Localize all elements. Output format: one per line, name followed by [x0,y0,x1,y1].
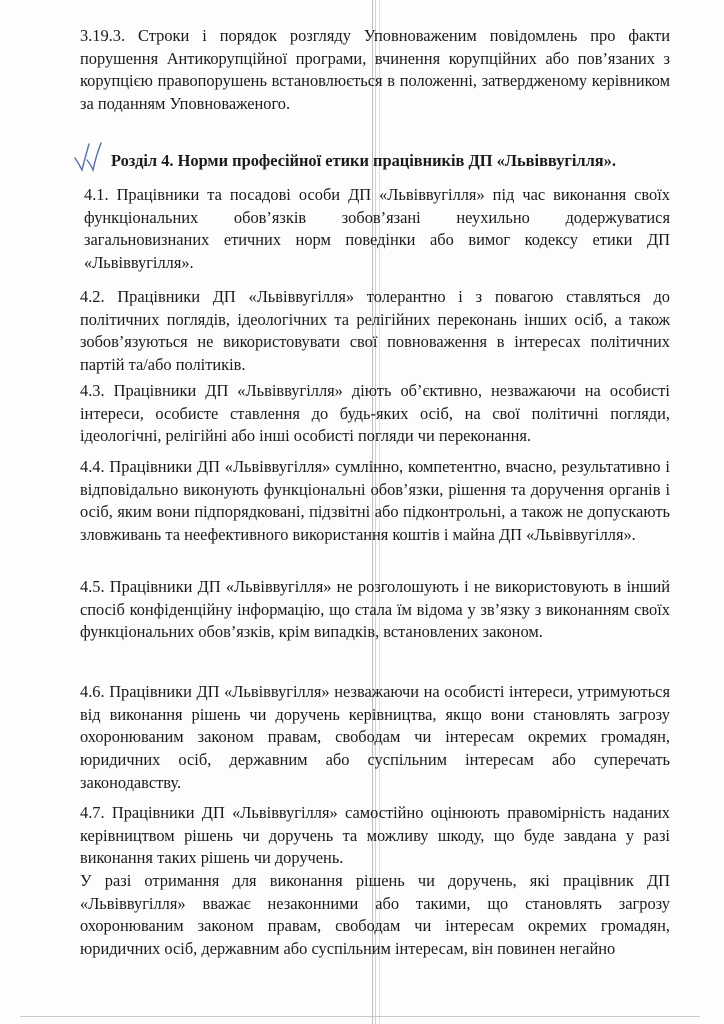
paragraph-4-1: 4.1. Працівники та посадові особи ДП «Львіввугілля» під час виконання своїх функціональних обов’язків зобов’язані неухильно додержуватися загальновизнаних етичних норм поведінки або вимог кодексу етики ДП «Львіввугілля». [84,185,670,273]
paragraph-3-19-3: 3.19.3. Строки і порядок розгляду Уповноваженим повідомлень про факти порушення Антикорупційної програми, вчинення корупційних або пов’язаних з корупцією правопорушень встановлюється в положенні, затвердженому керівником за поданням Уповноваженого. [80,26,670,114]
paragraph-4-6: 4.6. Працівники ДП «Львіввугілля» незважаючи на особисті інтереси, утримуються від виконання рішень чи доручень керівництва, якщо вони становлять загрозу охоронюваним законом правам, свободам чи інтересам окремих громадян, юридичних осіб, державним або суспільним інтересам або суперечать законодавству. [80,682,670,792]
paragraph-4-7: 4.7. Працівники ДП «Львіввугілля» самостійно оцінюють правомірність наданих керівництвом рішень чи доручень та можливу шкоду, що буде завдана у разі виконання таких рішень чи доручень. [80,803,670,868]
section-heading: Розділ 4. Норми професійної етики працівників ДП «Львіввугілля». [111,151,616,170]
paragraph-4-7-continuation: У разі отримання для виконання рішень чи доручень, які працівник ДП «Львіввугілля» вважає незаконними або такими, що становлять загрозу охоронюваним законом правам, свободам чи інтересам окремих громадян, юридичних осіб, державним або суспільним інтересам, він повинен негайно [80,871,670,959]
paragraph-4-2: 4.2. Працівники ДП «Львіввугілля» толерантно і з повагою ставляться до політичних поглядів, ідеологічних та релігійних переконань інших осіб, а також зобов’язуються не використовувати свої повноваження в інтересах політичних партій та/або політиків. [80,287,670,375]
handwritten-tick-icon [73,140,105,174]
paragraph-4-5: 4.5. Працівники ДП «Львіввугілля» не розголошують і не використовують в інший спосіб конфіденційну інформацію, що стала їм відома у зв’язку з виконанням своїх функціональних обов’язків, крім випадків, встановлених законом. [80,577,670,642]
paragraph-4-4: 4.4. Працівники ДП «Львіввугілля» сумлінно, компетентно, вчасно, результативно і відповідально виконують функціональні обов’язки, рішення та доручення органів і осіб, яким вони підпорядковані, підзвітні або підконтрольні, а також не допускають зловживань та неефективного використання коштів і майна ДП «Львіввугілля». [80,457,670,545]
page-bottom-edge [20,1016,700,1017]
paragraph-4-3: 4.3. Працівники ДП «Львіввугілля» діють об’єктивно, незважаючи на особисті інтереси, особисте ставлення до будь-яких осіб, на свої політичні погляди, ідеологічні, релігійні або інші особисті погляди чи переконання. [80,381,670,446]
